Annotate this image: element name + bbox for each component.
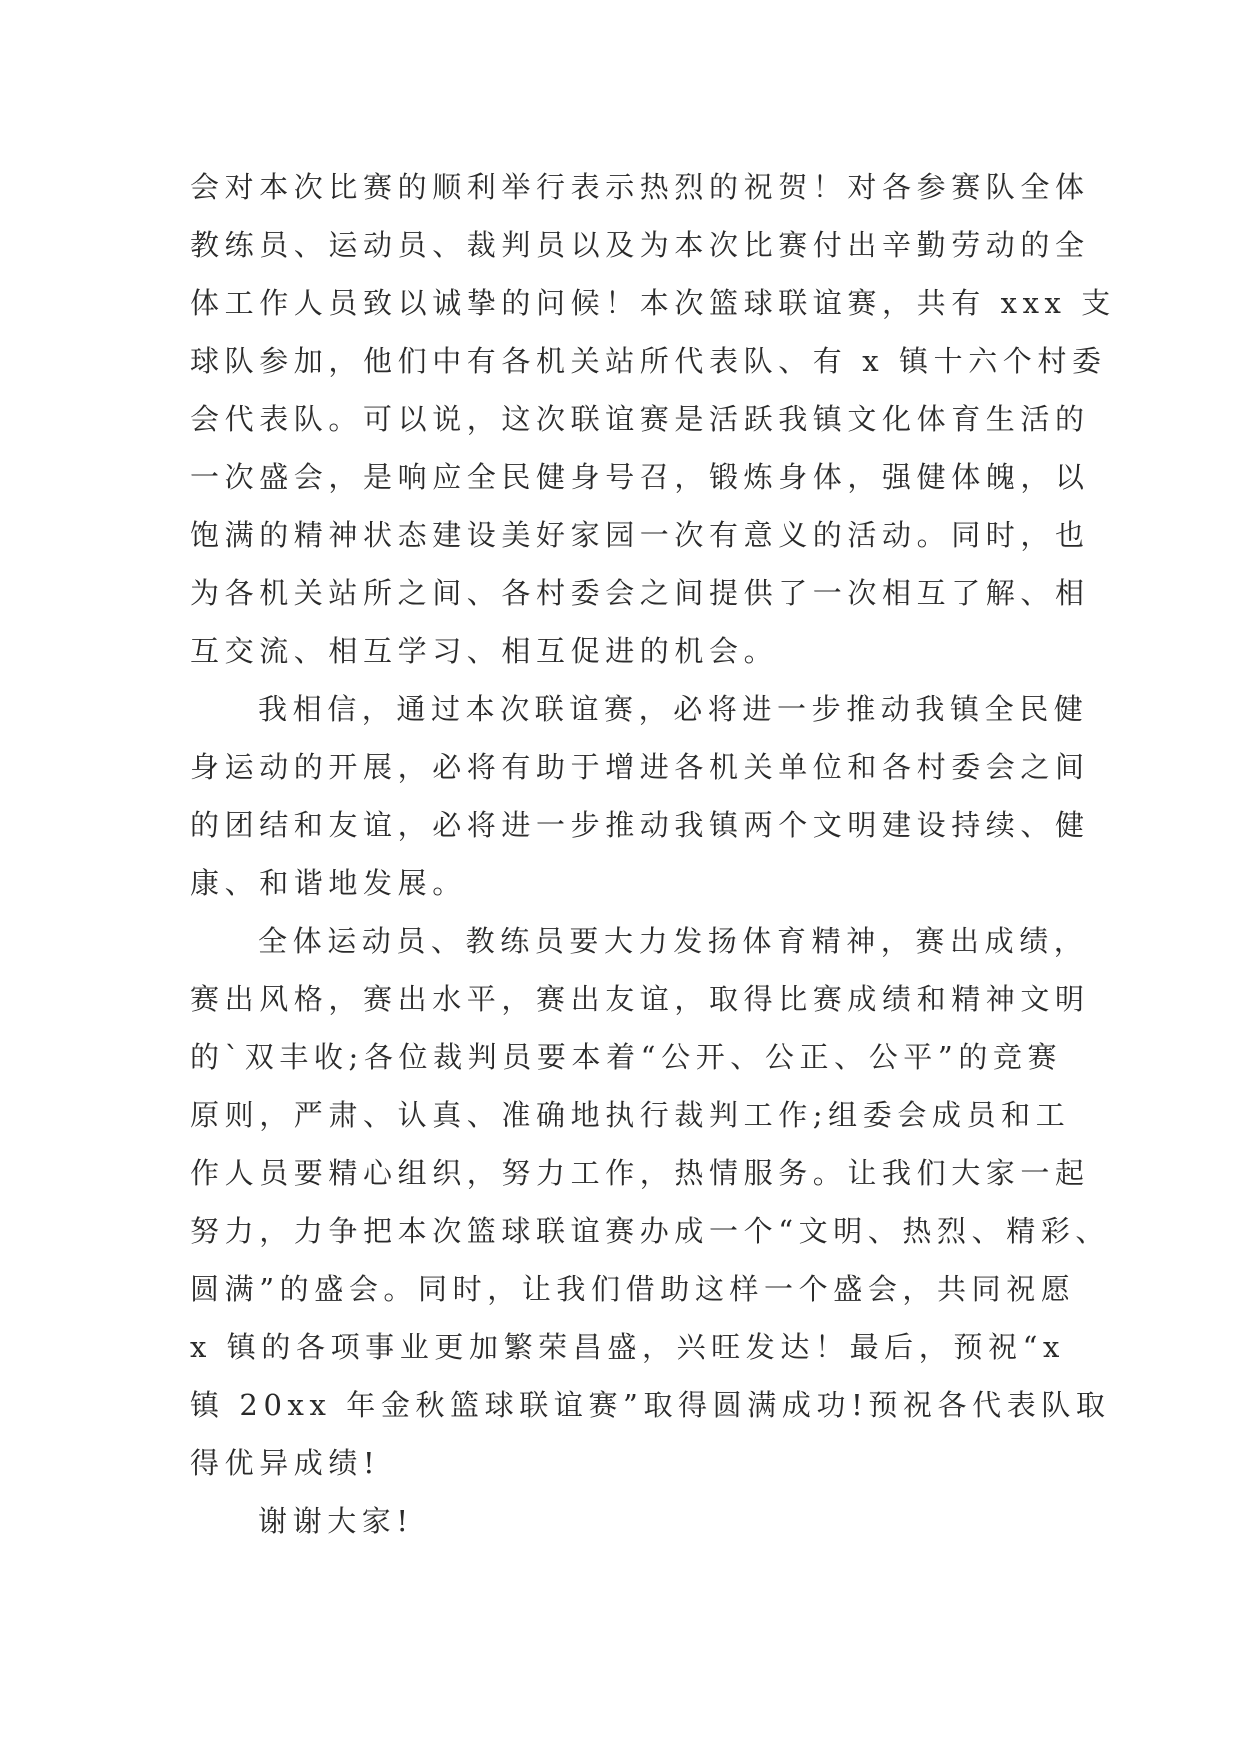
body-text-line: 会对本次比赛的顺利举行表示热烈的祝贺！对各参赛队全体 xyxy=(190,170,1090,204)
body-text-line: x 镇的各项事业更加繁荣昌盛，兴旺发达！最后，预祝“x xyxy=(190,1330,1065,1364)
paragraph-start-line: 我相信，通过本次联谊赛，必将进一步推动我镇全民健 xyxy=(258,692,1089,726)
paragraph-start-line: 全体运动员、教练员要大力发扬体育精神，赛出成绩， xyxy=(258,924,1089,958)
body-text-line: 饱满的精神状态建设美好家园一次有意义的活动。同时，也 xyxy=(190,518,1090,552)
body-text-line: 努力，力争把本次篮球联谊赛办成一个“文明、热烈、精彩、 xyxy=(190,1214,1111,1248)
body-text-line: 互交流、相互学习、相互促进的机会。 xyxy=(190,634,779,668)
body-text-line: 会代表队。可以说，这次联谊赛是活跃我镇文化体育生活的 xyxy=(190,402,1090,436)
body-text-line: 镇 20xx 年金秋篮球联谊赛”取得圆满成功!预祝各代表队取 xyxy=(190,1388,1111,1422)
body-text-line: 体工作人员致以诚挚的问候！本次篮球联谊赛，共有 xxx 支 xyxy=(190,286,1116,320)
body-text-line: 一次盛会，是响应全民健身号召，锻炼身体，强健体魄，以 xyxy=(190,460,1090,494)
body-text-line: 的`双丰收;各位裁判员要本着“公开、公正、公平”的竞赛 xyxy=(190,1040,1063,1074)
body-text-line: 作人员要精心组织，努力工作，热情服务。让我们大家一起 xyxy=(190,1156,1090,1190)
body-text-line: 得优异成绩! xyxy=(190,1446,381,1480)
closing-line: 谢谢大家! xyxy=(258,1504,414,1538)
body-text-line: 康、和谐地发展。 xyxy=(190,866,467,900)
body-text-line: 身运动的开展，必将有助于增进各机关单位和各村委会之间 xyxy=(190,750,1090,784)
body-text-line: 教练员、运动员、裁判员以及为本次比赛付出辛勤劳动的全 xyxy=(190,228,1090,262)
body-text-line: 的团结和友谊，必将进一步推动我镇两个文明建设持续、健 xyxy=(190,808,1090,842)
body-text-line: 赛出风格，赛出水平，赛出友谊，取得比赛成绩和精神文明 xyxy=(190,982,1090,1016)
body-text-line: 圆满”的盛会。同时，让我们借助这样一个盛会，共同祝愿 xyxy=(190,1272,1076,1306)
body-text-line: 原则，严肃、认真、准确地执行裁判工作;组委会成员和工 xyxy=(190,1098,1071,1132)
body-text-line: 球队参加，他们中有各机关站所代表队、有 x 镇十六个村委 xyxy=(190,344,1107,378)
body-text-line: 为各机关站所之间、各村委会之间提供了一次相互了解、相 xyxy=(190,576,1090,610)
